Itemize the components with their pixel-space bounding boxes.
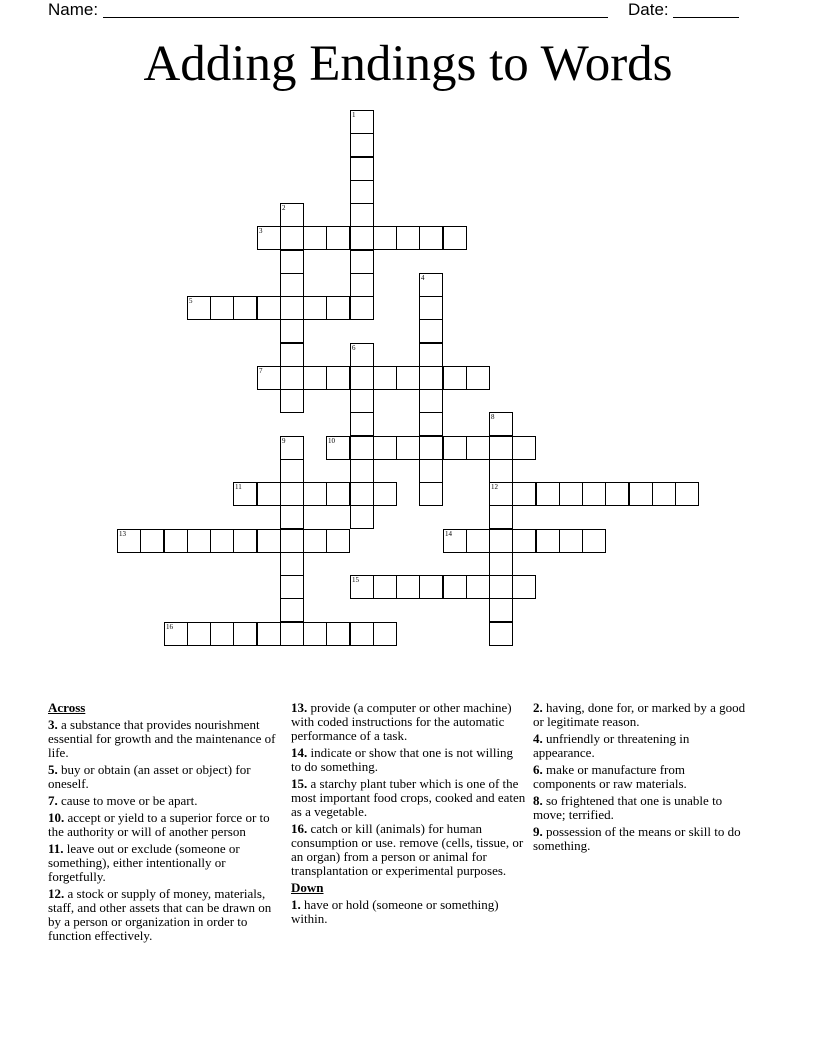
crossword-cell[interactable] [350,203,374,227]
clues-column-2 [291,701,526,929]
date-label: Date: [628,0,669,19]
crossword-cell[interactable] [373,226,397,250]
crossword-cell[interactable] [350,459,374,483]
clue-number: 7 [259,367,263,375]
crossword-cell[interactable] [350,133,374,157]
crossword-cell[interactable] [419,273,443,297]
crossword-cell[interactable] [326,366,350,390]
crossword-cell[interactable] [559,529,583,553]
clue-number: 11 [235,483,242,491]
crossword-cell[interactable] [303,226,327,250]
crossword-cell[interactable] [350,180,374,204]
crossword-cell[interactable] [350,622,374,646]
clue-down-1: 1. have or hold (someone or something) within. [291,897,499,926]
crossword-cell[interactable] [280,552,304,576]
crossword-cell[interactable] [396,366,420,390]
clue-across-13: 13. provide (a computer or other machine) with coded instructions for the automatic performance of a task. [291,700,512,743]
crossword-cell[interactable] [280,436,304,460]
crossword-cell[interactable] [257,622,281,646]
clues-column-1 [48,701,283,946]
clue-number: 9 [282,437,286,445]
clue-down-2: 2. having, done for, or marked by a good or legitimate reason. [533,700,746,729]
clue-across-3: 3. a substance that provides nourishment essential for growth and the maintenance of life. [48,717,276,760]
clue-number: 5 [189,297,193,305]
crossword-cell[interactable] [350,296,374,320]
crossword-cell[interactable] [443,366,467,390]
crossword-cell[interactable] [350,482,374,506]
crossword-cell[interactable] [350,505,374,529]
clue-number: 6 [352,344,356,352]
crossword-cell[interactable] [280,575,304,599]
crossword-cell[interactable] [419,366,443,390]
crossword-cell[interactable] [466,575,490,599]
crossword-cell[interactable] [187,622,211,646]
crossword-cell[interactable] [280,389,304,413]
crossword-cell[interactable] [489,529,513,553]
clue-number: 12 [491,483,498,491]
clue-down-9: 9. possession of the means or skill to do something. [533,824,741,853]
crossword-cell[interactable] [350,226,374,250]
crossword-cell[interactable] [489,598,513,622]
crossword-cell[interactable] [419,319,443,343]
crossword-cell[interactable] [443,529,467,553]
crossword-cell[interactable] [466,529,490,553]
crossword-cell[interactable] [466,366,490,390]
crossword-cell[interactable] [443,575,467,599]
clue-number: 1 [352,111,356,119]
clue-across-5: 5. buy or obtain (an asset or object) for oneself. [48,762,251,791]
crossword-cell[interactable] [257,529,281,553]
crossword-cell[interactable] [303,296,327,320]
clue-number: 16 [166,623,173,631]
crossword-cell[interactable] [210,296,234,320]
crossword-cell[interactable] [257,366,281,390]
crossword-cell[interactable] [373,622,397,646]
crossword-cell[interactable] [280,203,304,227]
crossword-cell[interactable] [605,482,629,506]
crossword-cell[interactable] [210,529,234,553]
crossword-cell[interactable] [512,436,536,460]
crossword-cell[interactable] [326,226,350,250]
crossword-cell[interactable] [164,529,188,553]
crossword-cell[interactable] [117,529,141,553]
clue-number: 4 [421,274,425,282]
crossword-cell[interactable] [280,226,304,250]
crossword-cell[interactable] [350,110,374,134]
crossword-cell[interactable] [326,296,350,320]
crossword-cell[interactable] [489,622,513,646]
crossword-cell[interactable] [350,389,374,413]
crossword-cell[interactable] [419,436,443,460]
crossword-cell[interactable] [257,296,281,320]
clue-number: 8 [491,413,495,421]
crossword-cell[interactable] [419,482,443,506]
crossword-cell[interactable] [280,250,304,274]
crossword-cell[interactable] [350,157,374,181]
crossword-cell[interactable] [489,575,513,599]
crossword-cell[interactable] [512,529,536,553]
crossword-cell[interactable] [489,505,513,529]
crossword-cell[interactable] [326,529,350,553]
crossword-cell[interactable] [326,482,350,506]
crossword-cell[interactable] [350,412,374,436]
crossword-cell[interactable] [187,296,211,320]
crossword-cell[interactable] [559,482,583,506]
crossword-cell[interactable] [373,436,397,460]
crossword-cell[interactable] [280,366,304,390]
crossword-cell[interactable] [210,622,234,646]
crossword-cell[interactable] [280,622,304,646]
crossword-cell[interactable] [233,296,257,320]
crossword-cell[interactable] [443,436,467,460]
crossword-cell[interactable] [373,575,397,599]
crossword-cell[interactable] [280,598,304,622]
crossword-cell[interactable] [350,436,374,460]
crossword-cell[interactable] [675,482,699,506]
crossword-cell[interactable] [350,575,374,599]
across-heading: Across [48,700,86,715]
clue-number: 2 [282,204,286,212]
crossword-cell[interactable] [164,622,188,646]
crossword-cell[interactable] [396,436,420,460]
crossword-cell[interactable] [396,226,420,250]
clue-number: 10 [328,437,335,445]
crossword-cell[interactable] [233,482,257,506]
clue-across-16: 16. catch or kill (animals) for human consumption or use. remove (cells, tissue, or an organ) from a person or animal for transplantation or experimental purposes. [291,821,524,878]
crossword-cell[interactable] [187,529,211,553]
clue-across-14: 14. indicate or show that one is not willing to do something. [291,745,514,774]
clue-across-15: 15. a starchy plant tuber which is one of the most important food crops, cooked and eaten as a vegetable. [291,776,526,819]
crossword-cell[interactable] [419,389,443,413]
crossword-cell[interactable] [489,482,513,506]
crossword-cell[interactable] [303,529,327,553]
crossword-cell[interactable] [652,482,676,506]
down-heading: Down [291,880,324,895]
crossword-cell[interactable] [536,482,560,506]
crossword-cell[interactable] [280,319,304,343]
name-label: Name: [48,0,99,19]
crossword-cell[interactable] [419,343,443,367]
clue-across-11: 11. leave out or exclude (someone or something), either intentionally or forgetfully. [48,841,240,884]
crossword-cell[interactable] [419,575,443,599]
crossword-cell[interactable] [489,459,513,483]
crossword-cell[interactable] [280,459,304,483]
clue-across-12: 12. a stock or supply of money, materials, staff, and other assets that can be drawn on by a person or organization in order to function effectively. [48,886,272,943]
crossword-cell[interactable] [536,529,560,553]
clue-number: 3 [259,227,263,235]
worksheet-title: Adding Endings to Words [143,36,673,92]
crossword-cell[interactable] [419,459,443,483]
crossword-cell[interactable] [350,366,374,390]
crossword-cell[interactable] [419,412,443,436]
crossword-cell[interactable] [466,436,490,460]
clue-down-4: 4. unfriendly or threatening in appearance. [533,731,690,760]
clue-across-7: 7. cause to move or be apart. [48,793,198,808]
crossword-cell[interactable] [489,552,513,576]
crossword-cell[interactable] [350,273,374,297]
crossword-cell[interactable] [280,343,304,367]
crossword-cell[interactable] [326,436,350,460]
crossword-cell[interactable] [233,622,257,646]
crossword-cell[interactable] [582,482,606,506]
crossword-cell[interactable] [280,529,304,553]
crossword-cell[interactable] [373,366,397,390]
crossword-cell[interactable] [350,250,374,274]
crossword-cell[interactable] [303,366,327,390]
crossword-cell[interactable] [280,296,304,320]
crossword-cell[interactable] [350,343,374,367]
crossword-cell[interactable] [629,482,653,506]
crossword-cell[interactable] [233,529,257,553]
crossword-cell[interactable] [303,482,327,506]
crossword-cell[interactable] [396,575,420,599]
crossword-cell[interactable] [280,273,304,297]
clue-number: 14 [445,530,452,538]
crossword-cell[interactable] [582,529,606,553]
clues-column-3 [533,701,748,856]
crossword-cell[interactable] [373,482,397,506]
crossword-cell[interactable] [257,226,281,250]
clue-down-6: 6. make or manufacture from components or raw materials. [533,762,687,791]
crossword-cell[interactable] [489,412,513,436]
crossword-cell[interactable] [326,622,350,646]
crossword-cell[interactable] [303,622,327,646]
crossword-cell[interactable] [419,226,443,250]
crossword-cell[interactable] [419,296,443,320]
crossword-cell[interactable] [257,482,281,506]
clue-number: 15 [352,576,359,584]
clue-across-10: 10. accept or yield to a superior force or to the authority or will of another person [48,810,270,839]
crossword-cell[interactable] [280,482,304,506]
crossword-cell[interactable] [512,575,536,599]
crossword-cell[interactable] [512,482,536,506]
crossword-cell[interactable] [443,226,467,250]
clue-down-8: 8. so frightened that one is unable to move; terrified. [533,793,723,822]
crossword-cell[interactable] [140,529,164,553]
crossword-cell[interactable] [489,436,513,460]
crossword-cell[interactable] [280,505,304,529]
clue-number: 13 [119,530,126,538]
